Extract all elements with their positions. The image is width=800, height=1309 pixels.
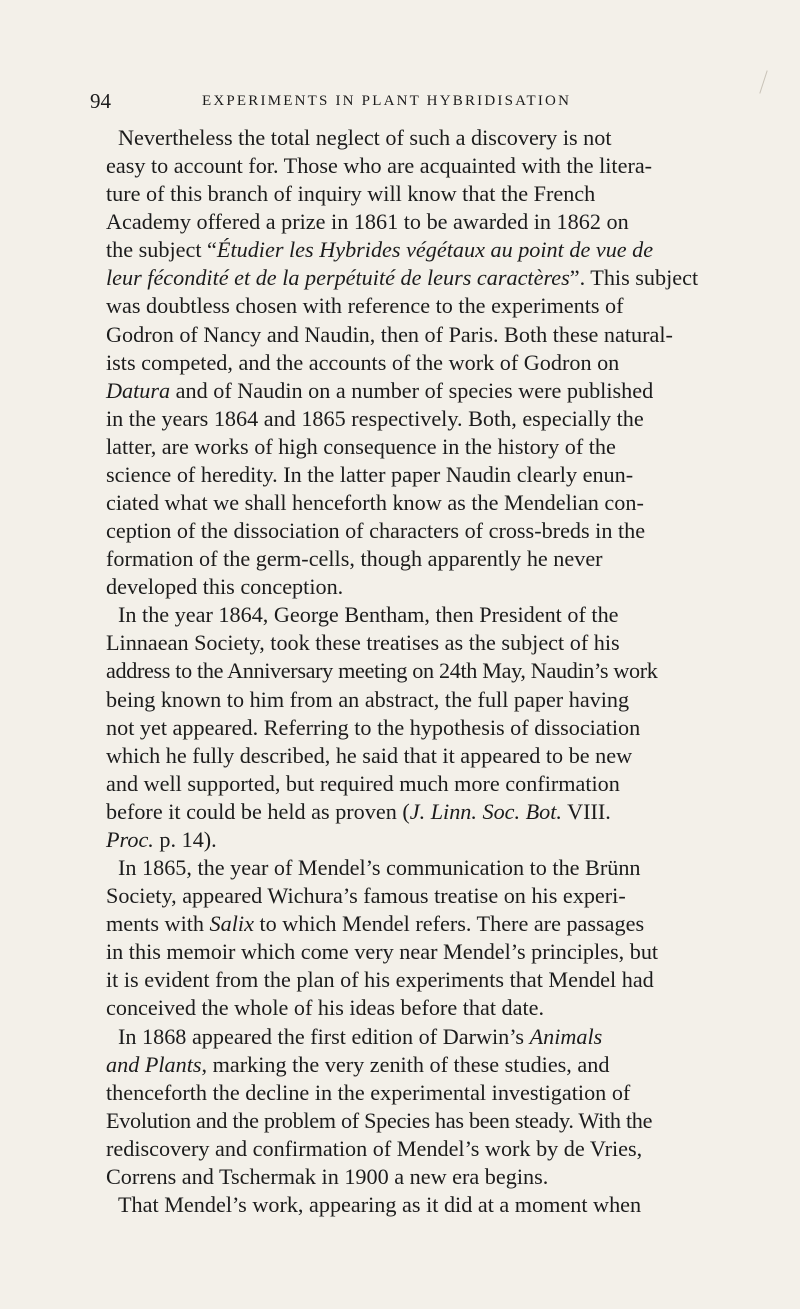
text-line-italic: and Plants, marking the very zenith of these studies, and xyxy=(106,1051,610,1077)
italic-run: Étudier les Hybrides végétaux au point de vue de xyxy=(216,237,654,263)
text-line: That Mendel’s work, appearing as it did at a moment when xyxy=(118,1191,642,1217)
text-line: Correns and Tschermak in 1900 a new era begins. xyxy=(106,1163,549,1189)
body-text xyxy=(106,124,730,1219)
text-line: which he fully described, he said that it appeared to be new xyxy=(106,742,633,768)
text-line: ciated what we shall henceforth know as the Mendelian con- xyxy=(106,490,644,516)
italic-run: and Plants xyxy=(106,1051,202,1077)
paragraph-3 xyxy=(106,854,730,1022)
text-line: In 1865, the year of Mendel’s communication to the Brünn xyxy=(118,855,641,881)
text-line: conceived the whole of his ideas before that date. xyxy=(106,995,545,1021)
text-line-italic: leur fécondité et de la perpétuité de leurs caractères”. This subject xyxy=(106,265,699,291)
text-line: address to the Anniversary meeting on 24th May, Naudin’s work xyxy=(106,658,658,684)
text-line: ception of the dissociation of characters of cross-breds in the xyxy=(106,518,646,544)
text-line-italic: ments with Salix to which Mendel refers. There are passages xyxy=(106,911,645,937)
text-line: Society, appeared Wichura’s famous treatise on his experi- xyxy=(106,883,626,909)
text-line: Academy offered a prize in 1861 to be awarded in 1862 on xyxy=(106,209,629,235)
text-line: in this memoir which come very near Mendel’s principles, but xyxy=(106,939,659,965)
paragraph-5 xyxy=(106,1191,730,1219)
text-line: latter, are works of high consequence in the history of the xyxy=(106,433,616,459)
text-line: being known to him from an abstract, the full paper having xyxy=(106,686,630,712)
text-line: formation of the germ-cells, though apparently he never xyxy=(106,546,603,572)
page-header xyxy=(90,86,730,116)
text-line-italic: before it could be held as proven (J. Linn. Soc. Bot. VIII. xyxy=(106,798,611,824)
text-line: Evolution and the problem of Species has been steady. With the xyxy=(106,1107,653,1133)
text-line: it is evident from the plan of his experiments that Mendel had xyxy=(106,967,654,993)
text-line: easy to account for. Those who are acquainted with the litera- xyxy=(106,153,653,179)
text-line: rediscovery and confirmation of Mendel’s work by de Vries, xyxy=(106,1135,643,1161)
text-line: Godron of Nancy and Naudin, then of Paris. Both these natural- xyxy=(106,321,673,347)
text-line: Nevertheless the total neglect of such a discovery is not xyxy=(118,125,612,150)
text-line: not yet appeared. Referring to the hypothesis of dissociation xyxy=(106,714,641,740)
text-line: in the years 1864 and 1865 respectively. Both, especially the xyxy=(106,405,644,431)
text-line-italic: the subject “Étudier les Hybrides végétaux au point de vue de xyxy=(106,237,654,263)
paragraph-1 xyxy=(106,124,730,601)
text-line: science of heredity. In the latter paper Naudin clearly enun- xyxy=(106,461,634,487)
text-line-italic: In 1868 appeared the first edition of Darwin’s Animals xyxy=(118,1023,603,1049)
italic-run: leur fécondité et de la perpétuité de leurs caractères xyxy=(106,265,570,291)
text-line: ists competed, and the accounts of the work of Godron on xyxy=(106,349,620,375)
text-line: In the year 1864, George Bentham, then President of the xyxy=(118,602,619,628)
text-line-italic: Proc. p. 14). xyxy=(106,826,217,852)
text-line: Linnaean Society, took these treatises as the subject of his xyxy=(106,630,620,656)
italic-run: J. Linn. Soc. Bot. xyxy=(409,798,562,824)
text-line-italic: Datura and of Naudin on a number of species were published xyxy=(106,377,654,403)
stray-pencil-mark xyxy=(759,70,767,93)
text-line: thenceforth the decline in the experimental investigation of xyxy=(106,1079,631,1105)
text-line: developed this conception. xyxy=(106,574,344,600)
text-line: and well supported, but required much more confirmation xyxy=(106,770,620,796)
italic-run: Proc. xyxy=(106,826,154,852)
italic-run: Animals xyxy=(529,1023,603,1049)
paragraph-2 xyxy=(106,601,730,854)
text-line: was doubtless chosen with reference to the experiments of xyxy=(106,293,624,319)
italic-run: Salix xyxy=(209,911,254,937)
italic-run: Datura xyxy=(106,377,171,403)
page-number: 94 xyxy=(90,89,111,113)
paragraph-4 xyxy=(106,1023,730,1191)
text-line: ture of this branch of inquiry will know that the French xyxy=(106,181,596,207)
running-title: EXPERIMENTS IN PLANT HYBRIDISATION xyxy=(202,93,572,109)
